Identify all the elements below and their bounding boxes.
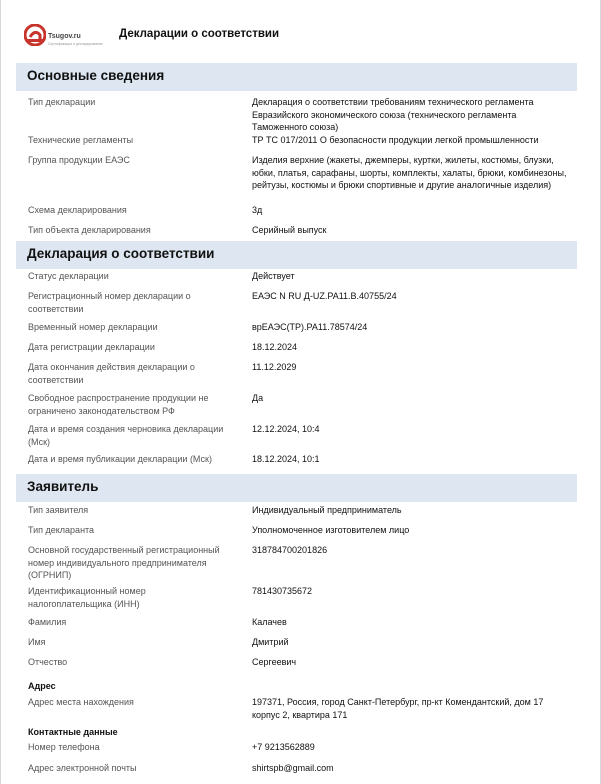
- section-title: Основные сведения: [27, 68, 165, 83]
- field-value: Да: [252, 393, 264, 403]
- field-value: Индивидуальный предприниматель: [252, 505, 402, 515]
- field-label: Фамилия: [28, 617, 67, 627]
- field-value: 318784700201826: [252, 545, 328, 555]
- page-title: Декларации о соответствии: [119, 28, 280, 40]
- field-value: Уполномоченное изготовителем лицо: [252, 525, 410, 535]
- field-label: Схема декларирования: [28, 205, 127, 215]
- field-label: Основной государственный регистрационный номер индивидуального предпринимателя (ОГРНИП): [28, 545, 220, 581]
- field-value: ЕАЭС N RU Д-UZ.PA11.B.40755/24: [252, 291, 397, 301]
- field-value: Изделия верхние (жакеты, джемперы, куртки, жилеты, костюмы, блузки, юбки, платья, сарафаны, шорты, комплекты, халаты, брюки, комбинезоны, рейтузы, костюмы и брюки спортивные и другие аналогичные изделия): [252, 155, 567, 191]
- field-value: 12.12.2024, 10:4: [252, 424, 320, 434]
- field-value: Действует: [252, 271, 295, 281]
- field-value: Калачев: [252, 617, 287, 627]
- address-label: Адрес места нахождения: [28, 697, 134, 707]
- field-label: Свободное распространение продукции не ограничено законодательством РФ: [28, 393, 209, 416]
- field-label: Дата регистрации декларации: [28, 342, 155, 352]
- field-value: 781430735672: [252, 586, 313, 596]
- field-value: 18.12.2024: [252, 342, 298, 352]
- field-label: Тип декларации: [28, 97, 96, 107]
- address-heading: Адрес: [28, 681, 56, 691]
- field-value: 18.12.2024, 10:1: [252, 454, 320, 464]
- logo-site-name: Tsugov.ru: [48, 33, 81, 40]
- field-value: Сергеевич: [252, 657, 297, 667]
- email-value[interactable]: shirtspb@gmail.com: [252, 763, 334, 773]
- address-value: 197371, Россия, город Санкт-Петербург, пр-кт Комендантский, дом 17 корпус 2, квартира 171: [252, 697, 544, 720]
- field-value: врЕАЭС(TP).PA11.78574/24: [252, 322, 368, 332]
- field-label: Группа продукции ЕАЭС: [28, 155, 130, 165]
- section-header-basic: [16, 63, 577, 91]
- section-header-applicant: [16, 474, 577, 502]
- field-value: Дмитрий: [252, 637, 289, 647]
- field-value: Серийный выпуск: [252, 225, 327, 235]
- field-label: Дата и время создания черновика декларации (Мск): [28, 424, 224, 447]
- phone-label: Номер телефона: [28, 742, 100, 752]
- section-title: Декларация о соответствии: [27, 246, 215, 261]
- field-value: 11.12.2029: [252, 362, 297, 372]
- phone-value: +7 9213562889: [252, 742, 315, 752]
- field-label: Идентификационный номер налогоплательщика (ИНН): [28, 586, 146, 609]
- field-value: 3д: [252, 205, 263, 215]
- field-label: Временный номер декларации: [28, 322, 158, 332]
- field-label: Технические регламенты: [28, 135, 134, 145]
- logo-tagline: Сертификация и декларирование: [48, 42, 103, 46]
- field-label: Имя: [28, 637, 46, 647]
- field-label: Регистрационный номер декларации о соответствии: [28, 291, 191, 314]
- field-label: Статус декларации: [28, 271, 109, 281]
- page-header: [0, 0, 601, 62]
- section-title: Заявитель: [27, 479, 99, 494]
- logo-a-icon: [24, 24, 46, 46]
- field-value: Декларация о соответствии требованиям технического регламента Евразийского экономического союза (технического регламента Таможенного союза): [252, 97, 534, 133]
- section-header-declaration: [16, 241, 577, 269]
- contacts-heading: Контактные данные: [28, 727, 118, 737]
- field-label: Тип объекта декларирования: [28, 225, 151, 235]
- email-label: Адрес электронной почты: [28, 763, 137, 773]
- page-border-left: [0, 0, 1, 784]
- field-label: Отчество: [28, 657, 68, 667]
- field-value: ТР ТС 017/2011 О безопасности продукции легкой промышленности: [252, 135, 539, 145]
- field-label: Тип заявителя: [28, 505, 89, 515]
- field-label: Тип декларанта: [28, 525, 95, 535]
- site-logo[interactable]: [24, 22, 104, 52]
- field-label: Дата окончания действия декларации о соответствии: [28, 362, 195, 385]
- field-label: Дата и время публикации декларации (Мск): [28, 454, 212, 464]
